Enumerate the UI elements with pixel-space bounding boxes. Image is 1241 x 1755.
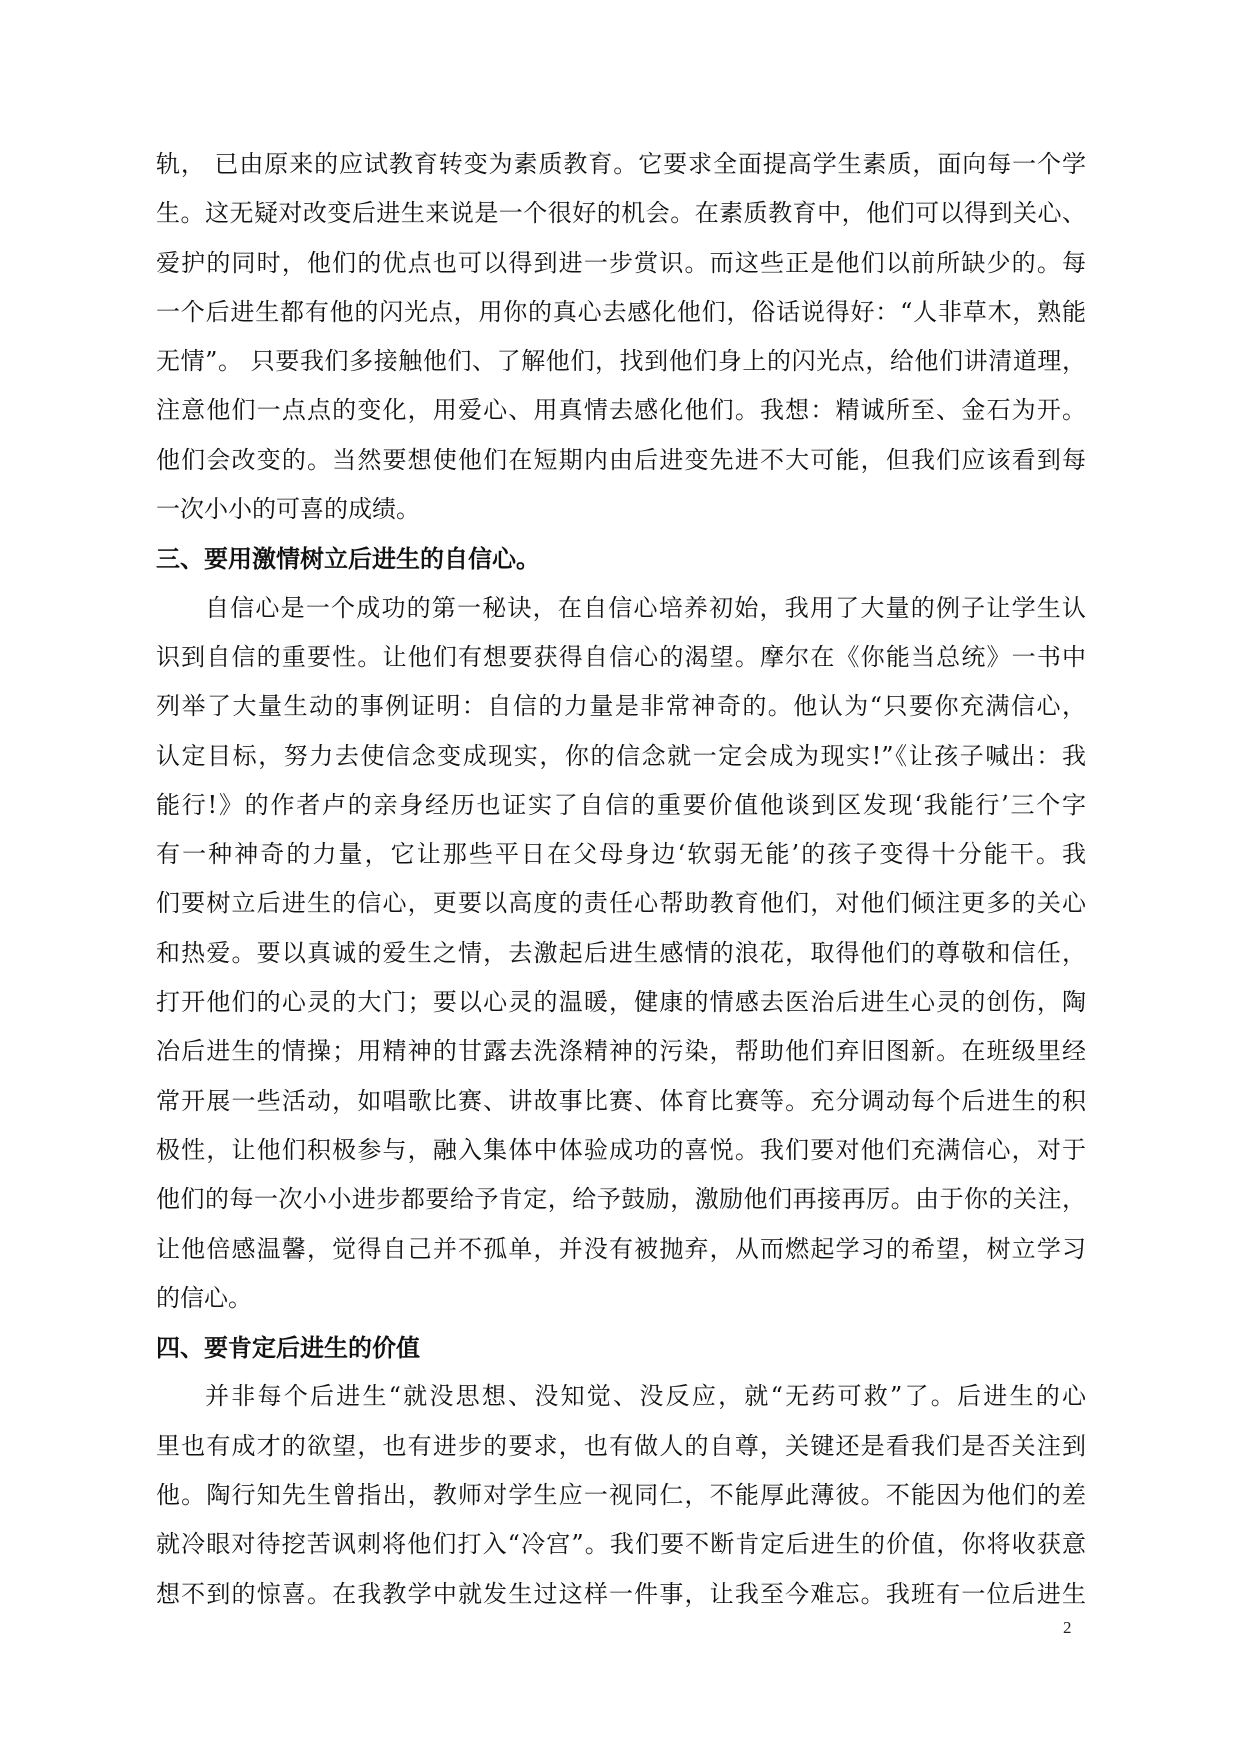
text-line: 列举了大量生动的事例证明：自信的力量是非常神奇的。他认为“只要你充满信心， (156, 692, 1086, 721)
text-line: 自信心是一个成功的第一秘诀，在自信心培养初始，我用了大量的例子让学生认 (205, 593, 1086, 622)
paragraph-value (156, 1372, 1086, 1618)
page-number: 2 (1063, 1618, 1072, 1637)
text-line: 有一种神奇的力量，它让那些平日在父母身边‘软弱无能’的孩子变得十分能干。我 (156, 840, 1086, 869)
text-line: 一次小小的可喜的成绩。 (156, 495, 420, 524)
text-line: 里也有成才的欲望，也有进步的要求，也有做人的自尊，关键还是看我们是否关注到 (156, 1431, 1086, 1460)
paragraph-confidence (156, 584, 1086, 1323)
text-line: 生。这无疑对改变后进生来说是一个很好的机会。在素质教育中，他们可以得到关心、 (156, 199, 1086, 228)
text-line: 让他倍感温馨，觉得自己并不孤单，并没有被抛弃，从而燃起学习的希望，树立学习 (156, 1234, 1086, 1263)
text-line: 想不到的惊喜。在我教学中就发生过这样一件事，让我至今难忘。我班有一位后进生 (156, 1579, 1086, 1608)
text-line: 的信心。 (156, 1283, 252, 1312)
section-heading-three: 三、要用激情树立后进生的自信心。 (156, 544, 540, 574)
text-line: 爱护的同时，他们的优点也可以得到进一步赏识。而这些正是他们以前所缺少的。每 (156, 248, 1086, 277)
text-line: 能行!》的作者卢的亲身经历也证实了自信的重要价值他谈到区发现‘我能行’三个字 (156, 790, 1086, 819)
text-line: 无情”。 只要我们多接触他们、了解他们，找到他们身上的闪光点，给他们讲清道理， (156, 347, 1086, 376)
text-line: 一个后进生都有他的闪光点，用你的真心去感化他们，俗话说得好：“人非草木，熟能 (156, 297, 1086, 326)
text-line: 他们的每一次小小进步都要给予肯定，给予鼓励，激励他们再接再厉。由于你的关注， (156, 1185, 1086, 1214)
text-line: 他。陶行知先生曾指出，教师对学生应一视同仁，不能厚此薄彼。不能因为他们的差 (156, 1481, 1086, 1510)
text-line: 轨， 已由原来的应试教育转变为素质教育。它要求全面提高学生素质，面向每一个学 (156, 150, 1086, 178)
paragraph-continuation (156, 140, 1086, 534)
section-heading-four: 四、要肯定后进生的价值 (156, 1333, 420, 1363)
text-line: 们要树立后进生的信心，更要以高度的责任心帮助教育他们，对他们倾注更多的关心 (156, 889, 1086, 918)
text-line: 认定目标，努力去使信念变成现实，你的信念就一定会成为现实!”《让孩子喊出：我 (156, 741, 1086, 770)
text-line: 冶后进生的情操；用精神的甘露去洗涤精神的污染，帮助他们弃旧图新。在班级里经 (156, 1037, 1086, 1066)
text-line: 注意他们一点点的变化，用爱心、用真情去感化他们。我想：精诚所至、金石为开。 (156, 396, 1086, 425)
text-line: 和热爱。要以真诚的爱生之情，去激起后进生感情的浪花，取得他们的尊敬和信任， (156, 938, 1086, 967)
text-line: 并非每个后进生“就没思想、没知觉、没反应，就“无药可救”了。后进生的心 (205, 1382, 1086, 1411)
text-line: 就冷眼对待挖苦讽刺将他们打入“冷宫”。我们要不断肯定后进生的价值，你将收获意 (156, 1530, 1086, 1559)
text-line: 打开他们的心灵的大门；要以心灵的温暖，健康的情感去医治后进生心灵的创伤，陶 (156, 988, 1086, 1017)
text-line: 他们会改变的。当然要想使他们在短期内由后进变先进不大可能，但我们应该看到每 (156, 445, 1086, 474)
document-body (156, 140, 1086, 1619)
text-line: 识到自信的重要性。让他们有想要获得自信心的渴望。摩尔在《你能当总统》一书中 (156, 642, 1086, 671)
text-line: 常开展一些活动，如唱歌比赛、讲故事比赛、体育比赛等。充分调动每个后进生的积 (156, 1086, 1086, 1115)
text-line: 极性，让他们积极参与，融入集体中体验成功的喜悦。我们要对他们充满信心，对于 (156, 1135, 1086, 1164)
